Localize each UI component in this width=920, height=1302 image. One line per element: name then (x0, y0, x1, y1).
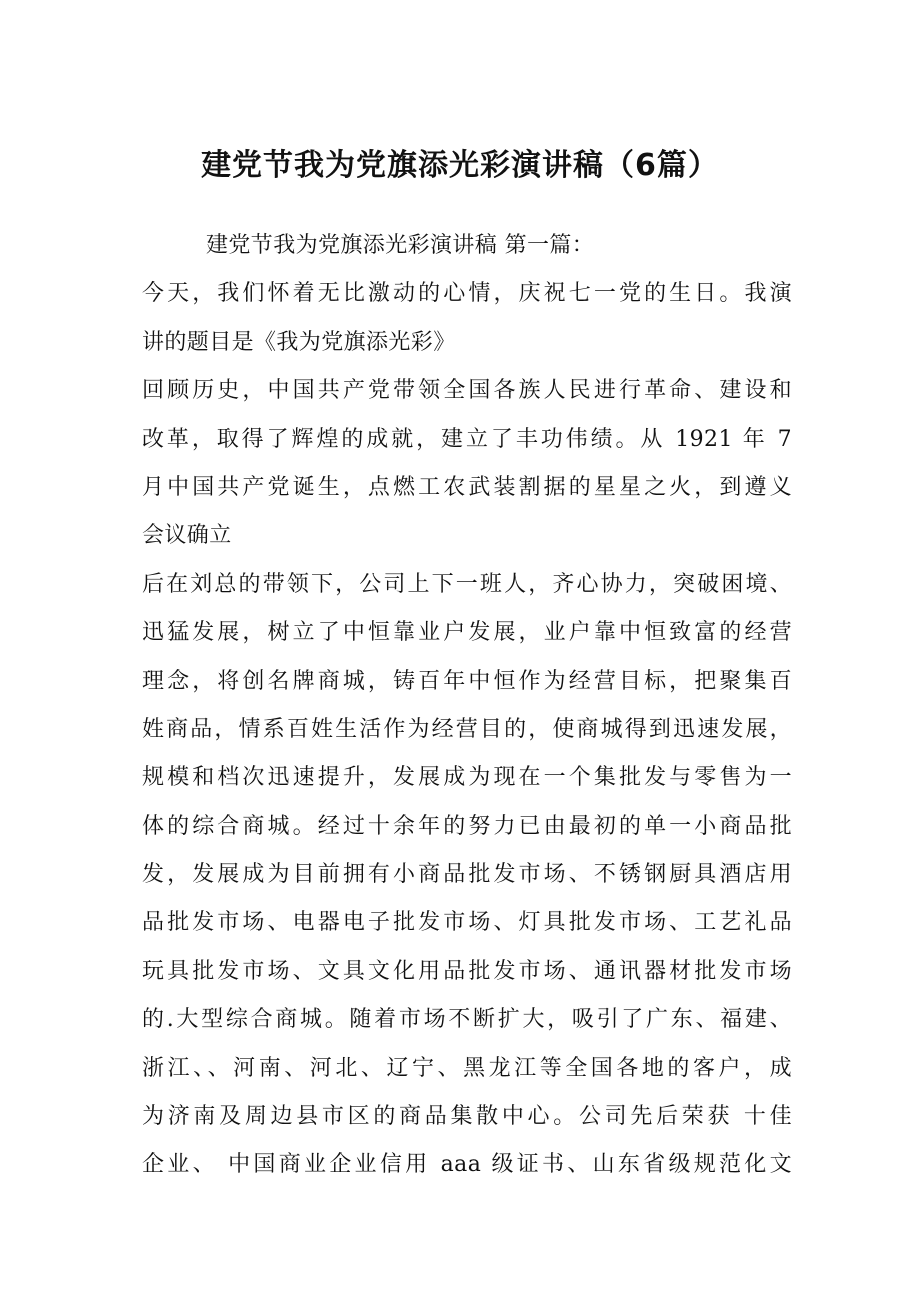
document-body (142, 222, 792, 1190)
body-line: 的.大型综合商城。随着市场不断扩大，吸引了广东、福建、 (142, 1007, 792, 1033)
body-line: 发，发展成为目前拥有小商品批发市场、不锈钢厨具酒店用 (142, 862, 792, 888)
body-line: 回顾历史，中国共产党带领全国各族人民进行革命、建设和 (142, 378, 792, 404)
body-line: 品批发市场、电器电子批发市场、灯具批发市场、工艺礼品 (142, 910, 792, 936)
body-line: 理念，将创名牌商城，铸百年中恒作为经营目标，把聚集百 (142, 668, 792, 694)
body-line: 今天，我们怀着无比激动的心情，庆祝七一党的生日。我演 (142, 281, 792, 307)
body-line: 为济南及周边县市区的商品集散中心。公司先后荣获 十佳 (142, 1104, 792, 1130)
body-line: 迅猛发展，树立了中恒靠业户发展，业户靠中恒致富的经营 (142, 620, 792, 646)
body-line: 后在刘总的带领下，公司上下一班人，齐心协力，突破困境、 (142, 571, 792, 597)
body-line: 月中国共产党诞生，点燃工农武装割据的星星之火，到遵义 (142, 474, 792, 500)
body-line: 体的综合商城。经过十余年的努力已由最初的单一小商品批 (142, 813, 792, 839)
body-line: 规模和档次迅速提升，发展成为现在一个集批发与零售为一 (142, 765, 792, 791)
section-heading: 建党节我为党旗添光彩演讲稿 第一篇： (206, 233, 595, 258)
body-line: 会议确立 (142, 523, 232, 549)
body-line: 浙江、、河南、河北、辽宁、黑龙江等全国各地的客户，成 (142, 1055, 792, 1081)
body-line: 姓商品，情系百姓生活作为经营目的，使商城得到迅速发展， (142, 716, 792, 742)
body-line: 企业、 中国商业企业信用 aaa 级证书、山东省级规范化文 (142, 1152, 792, 1178)
document-title: 建党节我为党旗添光彩演讲稿（6篇） (201, 148, 719, 183)
body-line: 改革，取得了辉煌的成就，建立了丰功伟绩。从 1921 年 7 (142, 426, 792, 452)
body-line: 讲的题目是《我为党旗添光彩》 (142, 329, 456, 355)
body-line: 玩具批发市场、文具文化用品批发市场、通讯器材批发市场 (142, 958, 792, 984)
